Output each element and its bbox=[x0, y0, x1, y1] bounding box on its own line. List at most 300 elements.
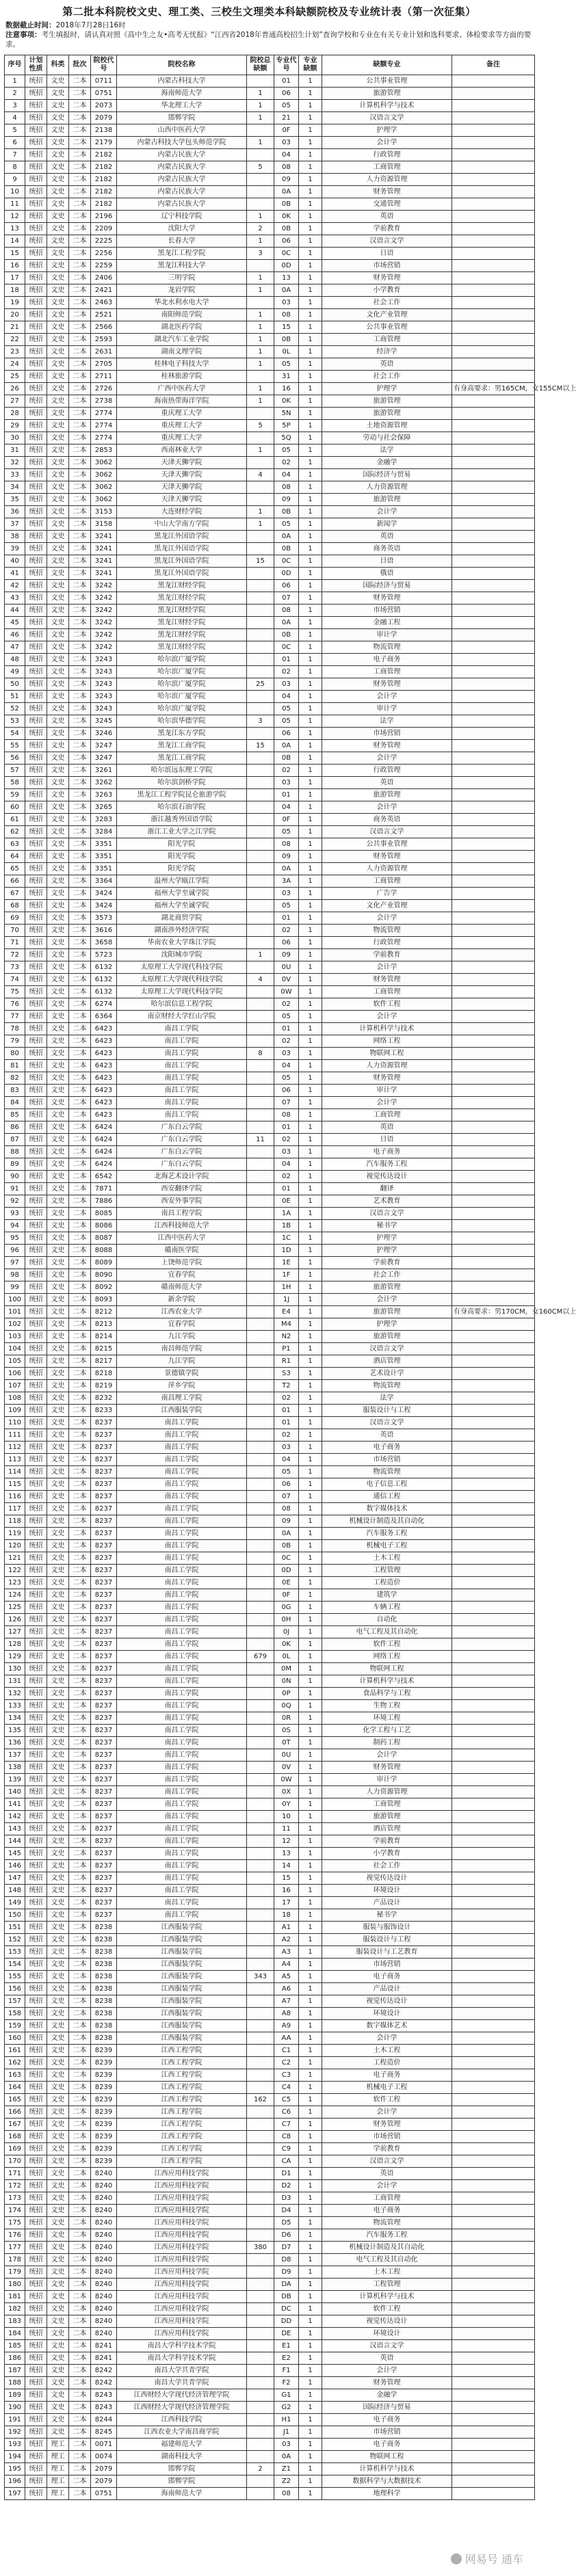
table-row bbox=[5, 1897, 535, 1909]
cell-batch: 二本 bbox=[69, 1663, 91, 1675]
table-row bbox=[5, 1614, 535, 1626]
cell-major-code: 01 bbox=[274, 654, 299, 666]
cell-remark bbox=[452, 1331, 535, 1343]
cell-major-name: 英语 bbox=[322, 2352, 452, 2365]
cell-plan-type: 统招 bbox=[25, 1897, 47, 1909]
cell-major-code: 0G bbox=[274, 1602, 299, 1614]
cell-plan-type: 统招 bbox=[25, 2045, 47, 2057]
cell-school-code: 8239 bbox=[91, 2143, 117, 2155]
cell-major-name: 物流管理 bbox=[322, 2217, 452, 2229]
cell-plan-type: 统招 bbox=[25, 88, 47, 100]
cell-total-vacancy bbox=[247, 1835, 274, 1848]
cell-batch: 二本 bbox=[69, 1368, 91, 1380]
cell-remark bbox=[452, 1762, 535, 1774]
cell-seq: 13 bbox=[5, 223, 25, 235]
cell-school-code: 8240 bbox=[91, 2180, 117, 2192]
cell-seq: 106 bbox=[5, 1368, 25, 1380]
cell-major-code: 05 bbox=[274, 1466, 299, 1478]
cell-seq: 59 bbox=[5, 789, 25, 801]
table-row bbox=[5, 974, 535, 986]
cell-school-code: 0751 bbox=[91, 88, 117, 100]
cell-batch: 二本 bbox=[69, 728, 91, 740]
cell-major-code: 08 bbox=[274, 605, 299, 617]
cell-major-name: 小学教育 bbox=[322, 284, 452, 297]
cell-major-name: 财务管理 bbox=[322, 1072, 452, 1085]
cell-batch: 二本 bbox=[69, 2475, 91, 2488]
cell-major-vacancy: 1 bbox=[299, 2315, 322, 2328]
cell-batch: 二本 bbox=[69, 1023, 91, 1035]
cell-batch: 二本 bbox=[69, 1245, 91, 1257]
cell-school-name: 南昌工学院 bbox=[117, 1429, 247, 1442]
cell-major-vacancy: 1 bbox=[299, 2266, 322, 2279]
page-title: 第二批本科院校文史、理工类、三校生文理类本科缺额院校及专业统计表（第一次征集） bbox=[62, 5, 476, 18]
cell-major-name: 学前教育 bbox=[322, 1835, 452, 1848]
cell-school-code: 8240 bbox=[91, 2279, 117, 2291]
cell-subject: 文史 bbox=[47, 2032, 69, 2045]
cell-school-code: 8240 bbox=[91, 2291, 117, 2303]
cell-major-vacancy: 1 bbox=[299, 2340, 322, 2352]
cell-total-vacancy bbox=[247, 1060, 274, 1072]
cell-school-name: 江西应用科技学院 bbox=[117, 2205, 247, 2217]
cell-total-vacancy bbox=[247, 1552, 274, 1565]
cell-plan-type: 统招 bbox=[25, 1811, 47, 1823]
cell-major-code: Z1 bbox=[274, 2463, 299, 2475]
table-row bbox=[5, 383, 535, 395]
cell-total-vacancy bbox=[247, 1195, 274, 1208]
cell-total-vacancy bbox=[247, 531, 274, 543]
cell-major-name: 软件工程 bbox=[322, 998, 452, 1011]
cell-school-name: 江西应用科技学院 bbox=[117, 2328, 247, 2340]
cell-major-name: 视觉传达设计 bbox=[322, 1995, 452, 2008]
cell-major-code: C9 bbox=[274, 2143, 299, 2155]
cell-school-code: 8237 bbox=[91, 1466, 117, 1478]
cell-seq: 127 bbox=[5, 1626, 25, 1638]
cell-major-vacancy: 1 bbox=[299, 949, 322, 961]
cell-seq: 104 bbox=[5, 1343, 25, 1355]
cell-subject: 文史 bbox=[47, 161, 69, 174]
cell-school-name: 南昌工学院 bbox=[117, 1897, 247, 1909]
cell-remark bbox=[452, 1232, 535, 1245]
cell-batch: 二本 bbox=[69, 1343, 91, 1355]
cell-subject: 文史 bbox=[47, 2069, 69, 2082]
cell-major-vacancy: 1 bbox=[299, 1171, 322, 1183]
cell-plan-type: 统招 bbox=[25, 2315, 47, 2328]
cell-major-name: 行政管理 bbox=[322, 149, 452, 161]
cell-major-code: 09 bbox=[274, 1515, 299, 1528]
cell-major-name: 工商管理 bbox=[322, 1798, 452, 1811]
cell-school-code: 8233 bbox=[91, 1405, 117, 1417]
cell-plan-type: 统招 bbox=[25, 444, 47, 457]
cell-seq: 179 bbox=[5, 2266, 25, 2279]
cell-major-name: 交通管理 bbox=[322, 198, 452, 211]
cell-school-code: 8239 bbox=[91, 2082, 117, 2094]
cell-major-code: 0F bbox=[274, 814, 299, 826]
cell-subject: 文史 bbox=[47, 789, 69, 801]
cell-major-name: 日语 bbox=[322, 555, 452, 568]
cell-remark bbox=[452, 1368, 535, 1380]
cell-remark bbox=[452, 1540, 535, 1552]
cell-total-vacancy bbox=[247, 1417, 274, 1429]
cell-total-vacancy bbox=[247, 1368, 274, 1380]
cell-major-code: A3 bbox=[274, 1946, 299, 1958]
cell-major-vacancy: 1 bbox=[299, 1232, 322, 1245]
cell-major-name: 秘书学 bbox=[322, 1220, 452, 1232]
cell-school-name: 南昌工学院 bbox=[117, 1503, 247, 1515]
cell-batch: 二本 bbox=[69, 851, 91, 863]
cell-remark bbox=[452, 321, 535, 334]
cell-major-name: 汉语言文学 bbox=[322, 112, 452, 124]
cell-total-vacancy bbox=[247, 2143, 274, 2155]
cell-batch: 二本 bbox=[69, 986, 91, 998]
cell-batch: 二本 bbox=[69, 2254, 91, 2266]
cell-subject: 文史 bbox=[47, 1060, 69, 1072]
cell-plan-type: 统招 bbox=[25, 1097, 47, 1109]
cell-major-name: 环境设计 bbox=[322, 1885, 452, 1897]
cell-major-code: 02 bbox=[274, 1171, 299, 1183]
cell-major-vacancy: 1 bbox=[299, 1589, 322, 1602]
table-row bbox=[5, 1380, 535, 1392]
cell-remark bbox=[452, 617, 535, 629]
cell-major-code: 0D bbox=[274, 260, 299, 272]
cell-seq: 149 bbox=[5, 1897, 25, 1909]
cell-major-code: 05 bbox=[274, 900, 299, 912]
cell-major-vacancy: 1 bbox=[299, 1392, 322, 1405]
cell-seq: 55 bbox=[5, 740, 25, 752]
cell-seq: 89 bbox=[5, 1158, 25, 1171]
cell-subject: 文史 bbox=[47, 2168, 69, 2180]
cell-batch: 二本 bbox=[69, 1897, 91, 1909]
cell-plan-type: 统招 bbox=[25, 124, 47, 137]
cell-remark bbox=[452, 149, 535, 161]
cell-remark bbox=[452, 765, 535, 777]
cell-batch: 二本 bbox=[69, 1282, 91, 1294]
cell-total-vacancy bbox=[247, 2426, 274, 2439]
cell-remark bbox=[452, 715, 535, 728]
cell-major-name: 翻译 bbox=[322, 1183, 452, 1195]
cell-plan-type: 统招 bbox=[25, 1343, 47, 1355]
cell-total-vacancy bbox=[247, 900, 274, 912]
cell-major-vacancy: 1 bbox=[299, 1626, 322, 1638]
table-row bbox=[5, 555, 535, 568]
cell-major-code: 01 bbox=[274, 789, 299, 801]
cell-school-name: 南昌工学院 bbox=[117, 1860, 247, 1872]
cell-major-vacancy: 1 bbox=[299, 100, 322, 112]
cell-batch: 二本 bbox=[69, 1934, 91, 1946]
cell-major-vacancy: 1 bbox=[299, 1109, 322, 1121]
cell-plan-type: 统招 bbox=[25, 1208, 47, 1220]
table-row bbox=[5, 752, 535, 765]
cell-major-vacancy: 1 bbox=[299, 469, 322, 481]
cell-plan-type: 统招 bbox=[25, 211, 47, 223]
cell-subject: 理工 bbox=[47, 2488, 69, 2500]
cell-major-vacancy: 1 bbox=[299, 2094, 322, 2106]
cell-school-name: 黑龙江财经学院 bbox=[117, 592, 247, 605]
cell-major-name: 土地资源管理 bbox=[322, 420, 452, 432]
cell-subject: 文史 bbox=[47, 888, 69, 900]
cell-school-name: 福州大学至诚学院 bbox=[117, 900, 247, 912]
cell-major-code: 09 bbox=[274, 949, 299, 961]
cell-school-name: 南昌工学院 bbox=[117, 1540, 247, 1552]
cell-remark bbox=[452, 297, 535, 309]
cell-batch: 二本 bbox=[69, 260, 91, 272]
cell-school-code: 2711 bbox=[91, 371, 117, 383]
table-row bbox=[5, 395, 535, 408]
cell-major-name: 地理科学 bbox=[322, 2488, 452, 2500]
cell-total-vacancy bbox=[247, 2439, 274, 2451]
cell-major-code: 09 bbox=[274, 174, 299, 186]
cell-major-code: 0L bbox=[274, 346, 299, 358]
cell-seq: 170 bbox=[5, 2155, 25, 2168]
cell-subject: 文史 bbox=[47, 1922, 69, 1934]
cell-major-vacancy: 1 bbox=[299, 1688, 322, 1700]
cell-major-vacancy: 1 bbox=[299, 1565, 322, 1577]
table-row bbox=[5, 1491, 535, 1503]
cell-remark bbox=[452, 100, 535, 112]
cell-school-code: 2073 bbox=[91, 100, 117, 112]
cell-major-code: 0K bbox=[274, 1638, 299, 1651]
cell-major-code: 14 bbox=[274, 1860, 299, 1872]
cell-remark bbox=[452, 2377, 535, 2389]
cell-subject: 文史 bbox=[47, 494, 69, 506]
cell-subject: 文史 bbox=[47, 617, 69, 629]
cell-school-code: 2079 bbox=[91, 2475, 117, 2488]
cell-remark bbox=[452, 2082, 535, 2094]
cell-remark bbox=[452, 1946, 535, 1958]
cell-plan-type: 统招 bbox=[25, 137, 47, 149]
cell-total-vacancy bbox=[247, 124, 274, 137]
cell-major-vacancy: 1 bbox=[299, 1651, 322, 1663]
cell-remark bbox=[452, 2229, 535, 2242]
cell-seq: 122 bbox=[5, 1565, 25, 1577]
cell-remark bbox=[452, 1294, 535, 1306]
cell-total-vacancy bbox=[247, 543, 274, 555]
cell-major-code: 17 bbox=[274, 1897, 299, 1909]
cell-major-code: A4 bbox=[274, 1958, 299, 1971]
cell-major-name: 环境设计 bbox=[322, 2328, 452, 2340]
cell-remark bbox=[452, 1515, 535, 1528]
cell-major-name: 电子商务 bbox=[322, 2069, 452, 2082]
cell-school-name: 湖南文理学院 bbox=[117, 346, 247, 358]
cell-school-code: 3261 bbox=[91, 765, 117, 777]
table-row bbox=[5, 1552, 535, 1565]
table-row bbox=[5, 2032, 535, 2045]
cell-major-code: 21 bbox=[274, 112, 299, 124]
cell-major-name: 英语 bbox=[322, 358, 452, 371]
cell-school-code: 8237 bbox=[91, 1848, 117, 1860]
col-header-major-code: 专业代号 bbox=[274, 55, 299, 75]
cell-school-code: 2593 bbox=[91, 334, 117, 346]
cell-subject: 文史 bbox=[47, 1380, 69, 1392]
cell-total-vacancy bbox=[247, 2414, 274, 2426]
cell-remark bbox=[452, 1109, 535, 1121]
table-row bbox=[5, 1466, 535, 1478]
cell-major-vacancy: 1 bbox=[299, 740, 322, 752]
table-row bbox=[5, 1109, 535, 1121]
cell-school-name: 邯郸学院 bbox=[117, 2475, 247, 2488]
cell-seq: 69 bbox=[5, 912, 25, 925]
cell-seq: 49 bbox=[5, 666, 25, 678]
cell-major-name: 国际经济与贸易 bbox=[322, 2402, 452, 2414]
cell-school-code: 8237 bbox=[91, 1515, 117, 1528]
cell-school-name: 南昌理工学院 bbox=[117, 1392, 247, 1405]
cell-seq: 19 bbox=[5, 297, 25, 309]
cell-school-name: 南昌工学院 bbox=[117, 1626, 247, 1638]
cell-school-code: 0074 bbox=[91, 2451, 117, 2463]
cell-batch: 二本 bbox=[69, 1035, 91, 1048]
cell-remark bbox=[452, 1417, 535, 1429]
cell-subject: 文史 bbox=[47, 1158, 69, 1171]
cell-total-vacancy bbox=[247, 1602, 274, 1614]
cell-school-name: 南昌工学院 bbox=[117, 1651, 247, 1663]
cell-total-vacancy bbox=[247, 1811, 274, 1823]
cell-school-code: 3284 bbox=[91, 826, 117, 838]
cell-major-code: 03 bbox=[274, 137, 299, 149]
cell-plan-type: 统招 bbox=[25, 2020, 47, 2032]
cell-major-code: E1 bbox=[274, 2340, 299, 2352]
cell-seq: 194 bbox=[5, 2451, 25, 2463]
cell-total-vacancy bbox=[247, 2032, 274, 2045]
table-row bbox=[5, 801, 535, 814]
cell-major-code: 0D bbox=[274, 1565, 299, 1577]
cell-subject: 文史 bbox=[47, 1048, 69, 1060]
cell-plan-type: 统招 bbox=[25, 1035, 47, 1048]
cell-seq: 14 bbox=[5, 235, 25, 248]
cell-major-vacancy: 1 bbox=[299, 1429, 322, 1442]
cell-subject: 文史 bbox=[47, 1011, 69, 1023]
cell-total-vacancy bbox=[247, 666, 274, 678]
table-row bbox=[5, 1405, 535, 1417]
cell-remark bbox=[452, 1085, 535, 1097]
cell-major-code: A2 bbox=[274, 1934, 299, 1946]
cell-plan-type: 统招 bbox=[25, 1171, 47, 1183]
cell-major-code: 0B bbox=[274, 1540, 299, 1552]
cell-major-code: 0K bbox=[274, 395, 299, 408]
cell-major-code: A8 bbox=[274, 2008, 299, 2020]
table-row bbox=[5, 1774, 535, 1786]
cell-major-name: 学前教育 bbox=[322, 223, 452, 235]
cell-batch: 二本 bbox=[69, 1712, 91, 1725]
cell-plan-type: 统招 bbox=[25, 1183, 47, 1195]
cell-total-vacancy bbox=[247, 1306, 274, 1318]
table-row bbox=[5, 309, 535, 321]
table-row bbox=[5, 1946, 535, 1958]
cell-plan-type: 统招 bbox=[25, 2463, 47, 2475]
table-row bbox=[5, 2291, 535, 2303]
table-row bbox=[5, 2106, 535, 2119]
cell-seq: 159 bbox=[5, 2020, 25, 2032]
cell-school-name: 南昌工学院 bbox=[117, 1035, 247, 1048]
cell-plan-type: 统招 bbox=[25, 358, 47, 371]
cell-batch: 二本 bbox=[69, 863, 91, 875]
cell-major-name: 汉语言文学 bbox=[322, 1417, 452, 1429]
cell-major-vacancy: 1 bbox=[299, 494, 322, 506]
cell-major-name: 电子商务 bbox=[322, 1146, 452, 1158]
cell-major-code: 08 bbox=[274, 2488, 299, 2500]
cell-subject: 文史 bbox=[47, 654, 69, 666]
cell-seq: 28 bbox=[5, 408, 25, 420]
cell-plan-type: 统招 bbox=[25, 752, 47, 765]
cell-total-vacancy: 11 bbox=[247, 1134, 274, 1146]
col-header-major-vacancy: 专业缺额 bbox=[299, 55, 322, 75]
cell-remark bbox=[452, 888, 535, 900]
cell-major-code: 01 bbox=[274, 1023, 299, 1035]
table-row bbox=[5, 1134, 535, 1146]
cell-total-vacancy bbox=[247, 1872, 274, 1885]
cell-total-vacancy bbox=[247, 1318, 274, 1331]
cell-remark bbox=[452, 1318, 535, 1331]
cell-seq: 1 bbox=[5, 75, 25, 88]
table-row bbox=[5, 1294, 535, 1306]
cell-school-name: 南昌工学院 bbox=[117, 1823, 247, 1835]
cell-major-name: 财务管理 bbox=[322, 740, 452, 752]
cell-major-name: 土木工程 bbox=[322, 2266, 452, 2279]
cell-school-name: 新余学院 bbox=[117, 1294, 247, 1306]
cell-batch: 二本 bbox=[69, 1220, 91, 1232]
cell-major-vacancy: 1 bbox=[299, 260, 322, 272]
cell-school-name: 江西农业大学 bbox=[117, 1306, 247, 1318]
table-row bbox=[5, 1749, 535, 1762]
cell-plan-type: 统招 bbox=[25, 1823, 47, 1835]
cell-school-code: 6424 bbox=[91, 1146, 117, 1158]
cell-major-vacancy: 1 bbox=[299, 223, 322, 235]
cell-seq: 190 bbox=[5, 2402, 25, 2414]
cell-plan-type: 统招 bbox=[25, 248, 47, 260]
cell-school-name: 江西工程学院 bbox=[117, 2094, 247, 2106]
cell-seq: 94 bbox=[5, 1220, 25, 1232]
cell-major-vacancy: 1 bbox=[299, 2045, 322, 2057]
cell-seq: 115 bbox=[5, 1478, 25, 1491]
cell-major-name: 视觉传达设计 bbox=[322, 1171, 452, 1183]
cell-major-name: 工程造价 bbox=[322, 1577, 452, 1589]
cell-plan-type: 统招 bbox=[25, 297, 47, 309]
cell-school-code: 3265 bbox=[91, 801, 117, 814]
cell-seq: 164 bbox=[5, 2082, 25, 2094]
cell-subject: 文史 bbox=[47, 1392, 69, 1405]
cell-subject: 理工 bbox=[47, 2463, 69, 2475]
cell-major-vacancy: 1 bbox=[299, 2365, 322, 2377]
cell-plan-type: 统招 bbox=[25, 1749, 47, 1762]
cell-plan-type: 统招 bbox=[25, 1491, 47, 1503]
cell-school-code: 5723 bbox=[91, 949, 117, 961]
cell-school-name: 南昌工学院 bbox=[117, 1417, 247, 1429]
cell-major-vacancy: 1 bbox=[299, 617, 322, 629]
cell-remark bbox=[452, 2131, 535, 2143]
cell-subject: 文史 bbox=[47, 937, 69, 949]
cell-subject: 文史 bbox=[47, 2119, 69, 2131]
cell-major-name: 人力资源管理 bbox=[322, 1060, 452, 1072]
cell-plan-type: 统招 bbox=[25, 1417, 47, 1429]
cell-major-code: 0C bbox=[274, 555, 299, 568]
cell-school-name: 浙江越秀外国语学院 bbox=[117, 814, 247, 826]
cell-major-name: 财务管理 bbox=[322, 1762, 452, 1774]
cell-major-code: 0P bbox=[274, 1688, 299, 1700]
cell-subject: 文史 bbox=[47, 1971, 69, 1983]
cell-school-code: 6132 bbox=[91, 986, 117, 998]
cell-plan-type: 统招 bbox=[25, 1651, 47, 1663]
cell-major-code: 05 bbox=[274, 444, 299, 457]
cell-school-code: 3243 bbox=[91, 703, 117, 715]
cell-major-vacancy: 1 bbox=[299, 174, 322, 186]
cell-remark bbox=[452, 605, 535, 617]
cell-seq: 185 bbox=[5, 2340, 25, 2352]
cell-remark bbox=[452, 2266, 535, 2279]
cell-major-code: A6 bbox=[274, 1983, 299, 1995]
cell-subject: 文史 bbox=[47, 2020, 69, 2032]
cell-subject: 文史 bbox=[47, 309, 69, 321]
cell-batch: 二本 bbox=[69, 2377, 91, 2389]
cell-major-name: 旅游管理 bbox=[322, 395, 452, 408]
cell-major-name: 护理学 bbox=[322, 1245, 452, 1257]
